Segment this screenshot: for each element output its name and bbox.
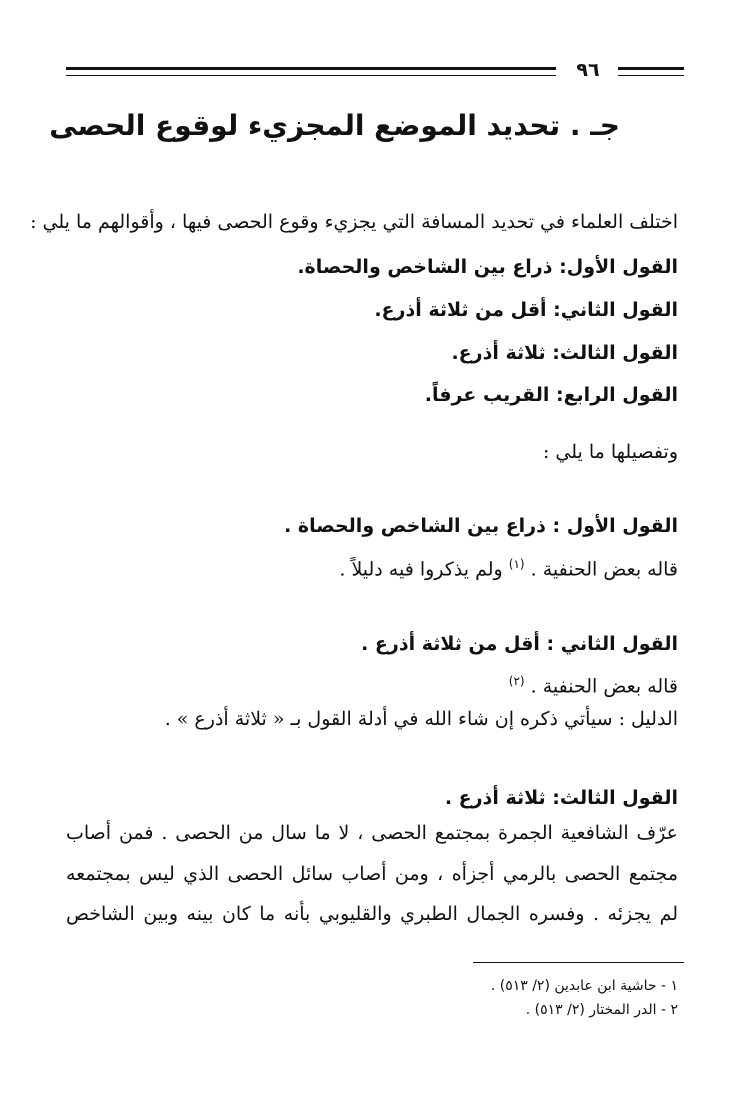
footnote-2: ٢ - الدر المختار (٢/ ٥١٣) . [525,1002,678,1018]
opinion-1-attribution: قاله بعض الحنفية . [530,558,678,581]
header-rule-right [618,67,684,76]
opinion-3-line-1: عرّف الشافعية الجمرة بمجتمع الحصى ، لا ما سال من الحصى . فمن أصاب [66,822,678,844]
summary-opinion-1: القول الأول: ذراع بين الشاخص والحصاة. [297,256,678,278]
opinion-3-line-3: لم يجزئه . وفسره الجمال الطبري والقليوبي بأنه ما كان بينه وبين الشاخص [66,903,678,925]
summary-opinion-2: القول الثاني: أقل من ثلاثة أذرع. [374,299,678,321]
opinion-2-heading: القول الثاني : أقل من ثلاثة أذرع . [361,633,678,655]
opinion-2-evidence: الدليل : سيأتي ذكره إن شاء الله في أدلة القول بـ « ثلاثة أذرع » . [164,708,678,730]
opinion-1-text [339,557,678,580]
opinion-2-text [509,674,678,697]
footnote-divider [473,962,684,963]
page-number: ٩٦ [576,59,600,81]
opinion-1-remark: ولم يذكروا فيه دليلاً . [339,558,509,581]
opinion-3-line-2: مجتمع الحصى بالرمي أجزأه ، ومن أصاب سائل الحصى الذي ليس بمجتمعه [66,863,678,885]
summary-opinion-3: القول الثالث: ثلاثة أذرع. [451,342,678,364]
footnote-1: ١ - حاشية ابن عابدين (٢/ ٥١٣) . [490,978,678,994]
intro-paragraph: اختلف العلماء في تحديد المسافة التي يجزيء وقوع الحصى فيها ، وأقوالهم ما يلي : [30,211,678,233]
opinion-1-heading: القول الأول : ذراع بين الشاخص والحصاة . [284,515,678,537]
footnote-ref-2: (٢) [508,674,525,688]
opinion-2-attribution: قاله بعض الحنفية . [530,675,678,698]
details-intro: وتفصيلها ما يلي : [542,441,678,463]
footnote-ref-1: (١) [508,557,525,571]
summary-opinion-4: القول الرابع: القريب عرفاً. [424,384,678,406]
section-title: جـ . تحديد الموضع المجزيء لوقوع الحصى [49,109,620,142]
header-rule-left [66,67,556,76]
opinion-3-heading: القول الثالث: ثلاثة أذرع . [444,787,678,809]
